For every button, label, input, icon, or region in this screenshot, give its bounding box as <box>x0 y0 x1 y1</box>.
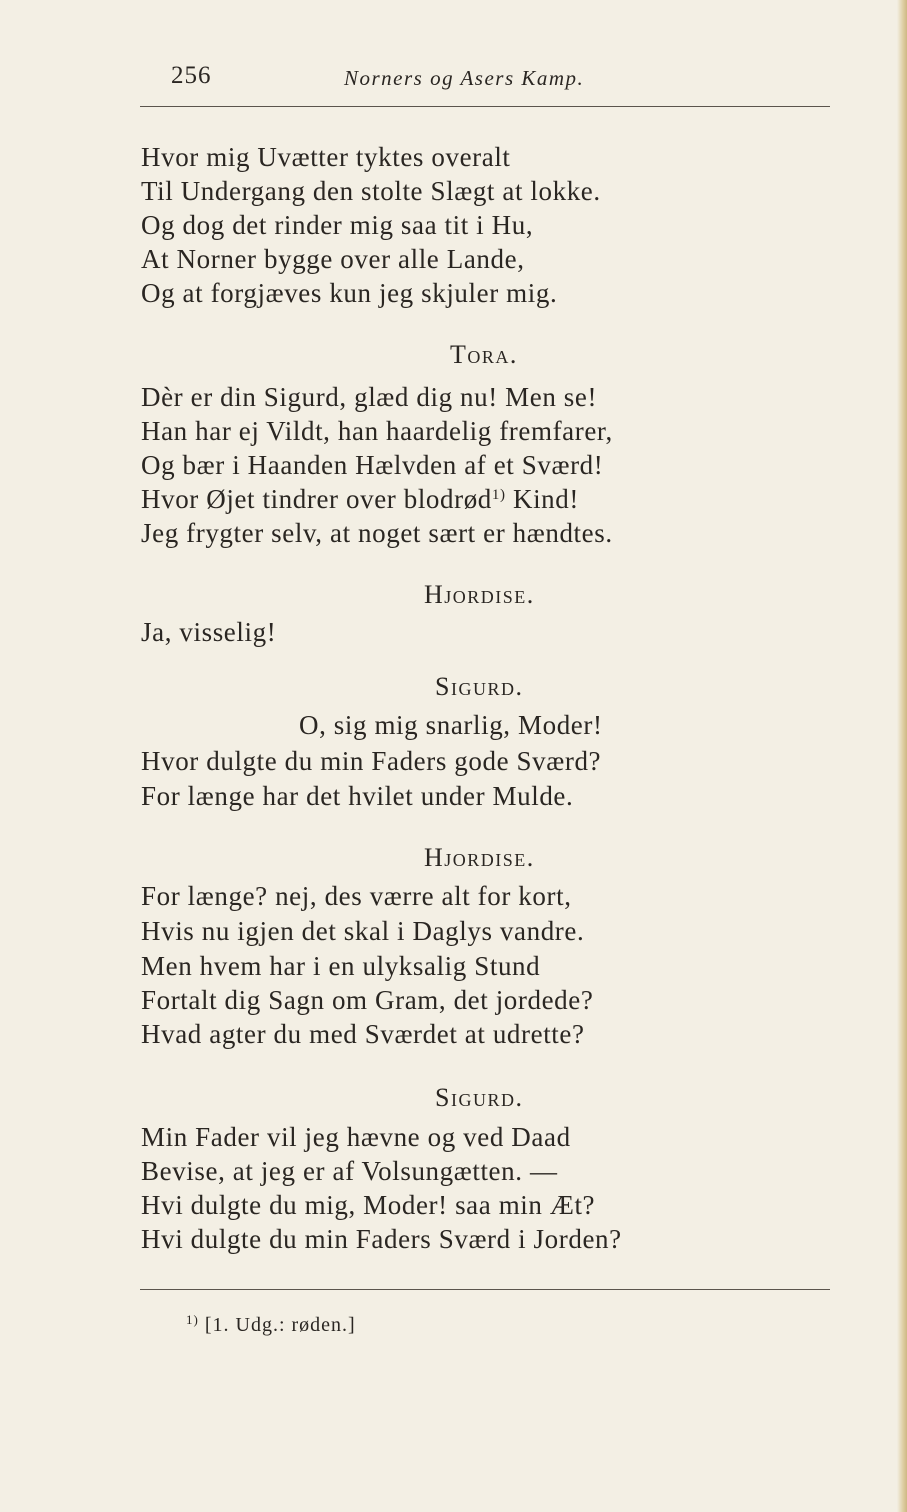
verse-line: Bevise, at jeg er af Volsungætten. — <box>141 1156 558 1186</box>
verse-line: Hvor Øjet tindrer over blodrød$^{1)}$ Kind! <box>141 484 579 514</box>
verse-line: Hvi dulgte du min Faders Sværd i Jorden? <box>141 1224 622 1254</box>
verse-line: For længe? nej, des værre alt for kort, <box>141 881 572 911</box>
footnote-rule <box>140 1289 830 1290</box>
footnote-marker: 1) <box>491 487 506 503</box>
verse-line: Og dog det rinder mig saa tit i Hu, <box>141 210 534 240</box>
page-edge-shadow <box>897 0 907 1512</box>
verse-line: Hvis nu igjen det skal i Daglys vandre. <box>141 916 585 946</box>
verse-line: Ja, visselig! <box>141 617 277 647</box>
page-number: 256 <box>171 62 212 89</box>
verse-line: For længe har det hvilet under Mulde. <box>141 781 574 811</box>
verse-line: Han har ej Vildt, han haardelig fremfarer, <box>141 416 613 446</box>
speaker-heading: Hjordise. <box>424 580 535 609</box>
verse-line: O, sig mig snarlig, Moder! <box>299 710 603 740</box>
verse-line: Min Fader vil jeg hævne og ved Daad <box>141 1122 571 1152</box>
running-title: Norners og Asers Kamp. <box>344 66 585 90</box>
speaker-heading: Sigurd. <box>435 672 524 701</box>
verse-line: Hvi dulgte du mig, Moder! saa min Æt? <box>141 1190 596 1220</box>
footnote <box>186 1314 356 1337</box>
speaker-heading: Hjordise. <box>424 843 535 872</box>
header-rule <box>140 106 830 107</box>
verse-line: Hvor dulgte du min Faders gode Sværd? <box>141 746 602 776</box>
verse-line: Men hvem har i en ulyksalig Stund <box>141 951 541 981</box>
verse-line: Og at forgjæves kun jeg skjuler mig. <box>141 278 558 308</box>
verse-line: Og bær i Haanden Hælvden af et Sværd! <box>141 450 604 480</box>
verse-line: Dèr er din Sigurd, glæd dig nu! Men se! <box>141 382 598 412</box>
verse-line: Fortalt dig Sagn om Gram, det jordede? <box>141 985 594 1015</box>
verse-line: At Norner bygge over alle Lande, <box>141 244 525 274</box>
speaker-heading: Tora. <box>450 340 518 369</box>
speaker-heading: Sigurd. <box>435 1083 524 1112</box>
verse-line: Hvor mig Uvætter tyktes overalt <box>141 142 511 172</box>
footnote-marker: 1) <box>186 1312 199 1327</box>
verse-line: Jeg frygter selv, at noget sært er hændtes. <box>141 518 613 548</box>
footnote-text: [1. Udg.: røden.] <box>204 1314 356 1336</box>
verse-line: Til Undergang den stolte Slægt at lokke. <box>141 176 601 206</box>
verse-line: Hvad agter du med Sværdet at udrette? <box>141 1019 585 1049</box>
page-header <box>0 62 907 96</box>
